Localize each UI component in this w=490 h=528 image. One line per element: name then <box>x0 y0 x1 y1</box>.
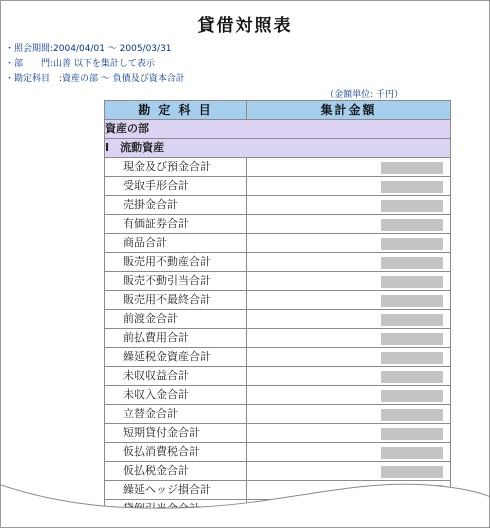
condition-account-value: 資産の部 ～ 負債及び資本合計 <box>62 74 185 84</box>
masked-amount <box>381 314 443 326</box>
table-header-row <box>105 101 451 120</box>
amount-cell <box>247 234 451 253</box>
amount-cell <box>247 367 451 386</box>
account-name: 短期貸付金合計 <box>105 424 247 443</box>
masked-amount <box>381 257 443 269</box>
condition-department-value: 山善 以下を集計して表示 <box>53 59 155 69</box>
amount-cell <box>247 310 451 329</box>
table-row <box>105 443 451 462</box>
report-title: 貸借対照表 <box>197 16 293 36</box>
subsection-label: Ⅰ 流動資産 <box>105 139 451 158</box>
condition-account-label: ・勘定科目 : <box>5 74 63 84</box>
table-row <box>105 424 451 443</box>
amount-cell <box>247 177 451 196</box>
subsection-row <box>105 139 451 158</box>
table-row <box>105 234 451 253</box>
condition-account <box>5 73 185 85</box>
table-row <box>105 405 451 424</box>
condition-period-value: 2004/04/01 ～ 2005/03/31 <box>53 44 172 54</box>
condition-department <box>5 58 155 70</box>
header-account: 勘 定 科 目 <box>105 101 247 120</box>
table-row <box>105 196 451 215</box>
amount-cell <box>247 329 451 348</box>
account-name: 繰延税金資産合計 <box>105 348 247 367</box>
amount-cell <box>247 405 451 424</box>
masked-amount <box>381 409 443 421</box>
condition-period <box>5 43 172 55</box>
account-name: 受取手形合計 <box>105 177 247 196</box>
amount-cell <box>247 348 451 367</box>
masked-amount <box>381 447 443 459</box>
account-name: 有価証券合計 <box>105 215 247 234</box>
masked-amount <box>381 371 443 383</box>
amount-cell <box>247 196 451 215</box>
account-name: 前払費用合計 <box>105 329 247 348</box>
account-name: 商品合計 <box>105 234 247 253</box>
masked-amount <box>381 295 443 307</box>
masked-amount <box>381 162 443 174</box>
balance-sheet-table <box>104 100 451 519</box>
table-row <box>105 177 451 196</box>
account-name: 販売用不最終合計 <box>105 291 247 310</box>
account-name: 売掛金合計 <box>105 196 247 215</box>
account-name: 立替金合計 <box>105 405 247 424</box>
masked-amount <box>381 200 443 212</box>
header-amount: 集計金額 <box>247 101 451 120</box>
account-name: 繰延ヘッジ損合計 <box>105 481 247 500</box>
table-row <box>105 272 451 291</box>
amount-cell <box>247 291 451 310</box>
table-row <box>105 310 451 329</box>
table-row <box>105 215 451 234</box>
masked-amount <box>381 181 443 193</box>
account-name: 現金及び預金合計 <box>105 158 247 177</box>
account-name: 販売用不動産合計 <box>105 253 247 272</box>
amount-cell <box>247 272 451 291</box>
masked-amount <box>381 333 443 345</box>
masked-amount <box>381 428 443 440</box>
account-name: 仮払税金合計 <box>105 462 247 481</box>
masked-amount <box>381 276 443 288</box>
account-name: 仮払消費税合計 <box>105 443 247 462</box>
table-row <box>105 158 451 177</box>
torn-page-edge <box>1 467 490 527</box>
table-row <box>105 253 451 272</box>
amount-cell <box>247 215 451 234</box>
account-name: 販売不動引当合計 <box>105 272 247 291</box>
masked-amount <box>381 238 443 250</box>
section-label: 資産の部 <box>105 120 451 139</box>
table-row <box>105 329 451 348</box>
amount-unit-note: （金額単位: 千円） <box>325 90 403 100</box>
amount-cell <box>247 424 451 443</box>
amount-cell <box>247 158 451 177</box>
table-row <box>105 367 451 386</box>
amount-cell <box>247 253 451 272</box>
amount-cell <box>247 386 451 405</box>
account-name: 未収入金合計 <box>105 386 247 405</box>
table-row <box>105 348 451 367</box>
table-row <box>105 386 451 405</box>
condition-department-label: ・部 門: <box>5 59 54 69</box>
masked-amount <box>381 390 443 402</box>
amount-cell <box>247 443 451 462</box>
account-name: 前渡金合計 <box>105 310 247 329</box>
table-row <box>105 291 451 310</box>
condition-period-label: ・照会期間: <box>5 44 54 54</box>
masked-amount <box>381 352 443 364</box>
masked-amount <box>381 219 443 231</box>
account-name: 未収収益合計 <box>105 367 247 386</box>
section-row <box>105 120 451 139</box>
